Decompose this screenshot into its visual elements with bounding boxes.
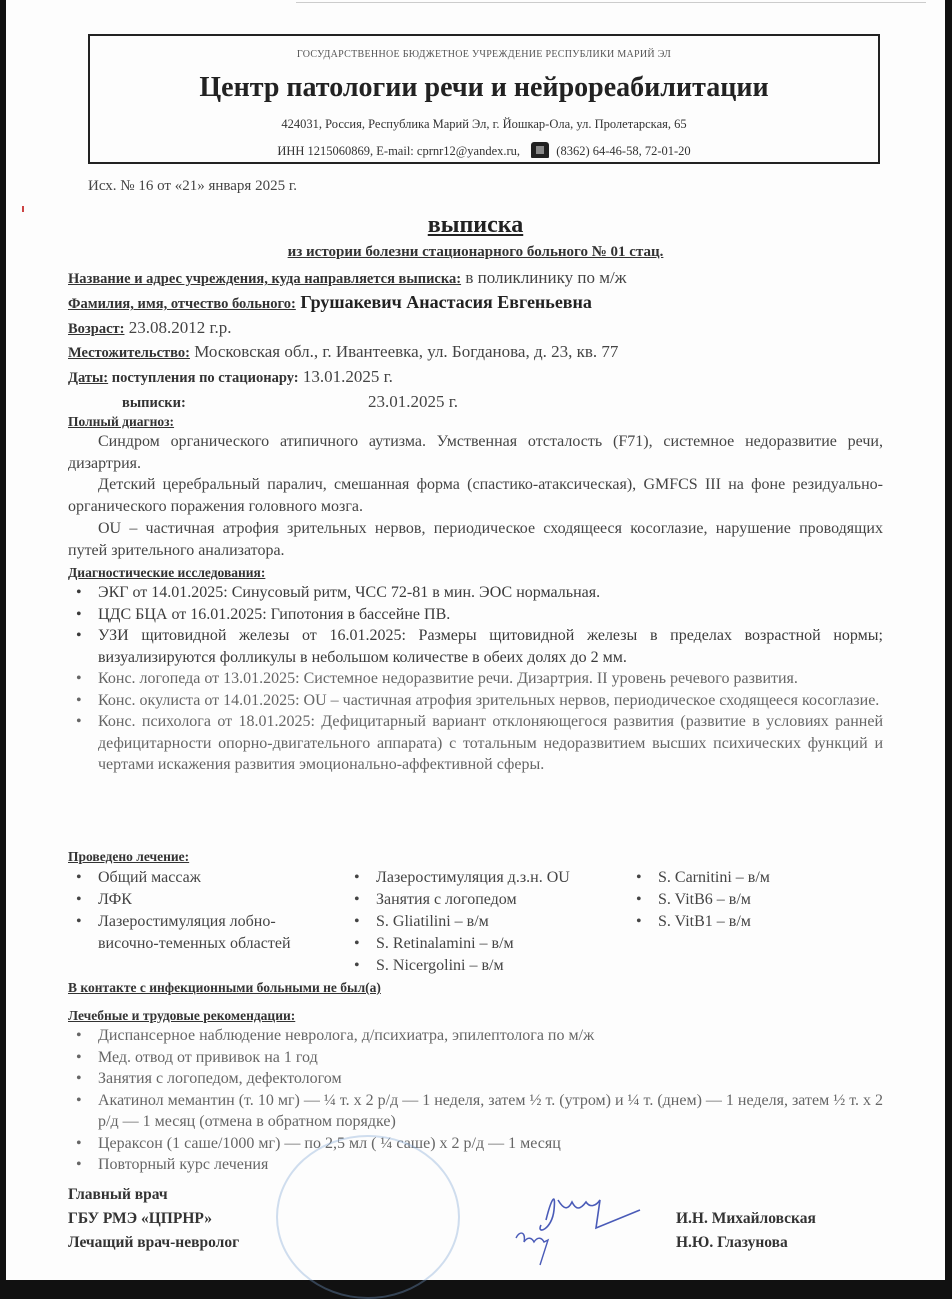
inn-email: ИНН 1215060869, E-mail: cprnr12@yandex.ru, bbox=[277, 144, 521, 158]
diagnosis-paragraph: Детский церебральный паралич, смешанная форма (спастико-атаксическая), GMFCS III на фоне резидуально-органического поражения головного мозга. bbox=[68, 476, 883, 515]
list-item: • УЗИ щитовидной железы от 16.01.2025: Размеры щитовидной железы в пределах возрастной нормы; визуализируются фолликулы в небольшом количестве в обеих долях до 2 мм. bbox=[68, 625, 883, 668]
recommendations-list bbox=[68, 1025, 883, 1176]
age-field bbox=[68, 318, 232, 338]
list-item: • Мед. отвод от прививок на 1 год bbox=[68, 1047, 883, 1069]
stamp-seal bbox=[276, 1135, 460, 1299]
list-item: • Общий массаж bbox=[68, 867, 338, 889]
contacts-line bbox=[90, 142, 878, 159]
list-item: • Лазеростимуляция д.з.н. OU bbox=[346, 867, 626, 889]
document-subtitle: из истории болезни стационарного больного № 01 стац. bbox=[287, 244, 664, 260]
attending-title: Лечащий врач-невролог bbox=[68, 1234, 240, 1251]
signatory-names bbox=[676, 1207, 816, 1255]
list-item: • S. VitB1 – в/м bbox=[628, 911, 868, 933]
treatment-heading: Проведено лечение: bbox=[68, 849, 190, 864]
list-item: • Лазеростимуляция лобно-височно-теменных областей bbox=[68, 911, 308, 955]
telephone-icon bbox=[531, 142, 549, 158]
dates-label: Даты: bbox=[68, 370, 109, 386]
diagnosis-paragraph: OU – частичная атрофия зрительных нервов, периодическое сходящееся косоглазие, нарушение проводящих путей зрительного анализатора. bbox=[68, 520, 883, 559]
treatment-column-2 bbox=[346, 867, 626, 977]
studies-list bbox=[68, 582, 883, 776]
age-value: 23.08.2012 г.р. bbox=[124, 318, 232, 337]
list-item: • Акатинол мемантин (т. 10 мг) — ¼ т. х 2 р/д — 1 неделя, затем ½ т. (утром) и ¼ т. (днем) — 1 неделя, затем ½ т. х 2 р/д — 1 месяц (отмена в обратном порядке) bbox=[68, 1090, 883, 1133]
recommendations-heading: Лечебные и трудовые рекомендации: bbox=[68, 1008, 296, 1023]
signatory-titles bbox=[68, 1183, 239, 1255]
contact-note: В контакте с инфекционными больными не был(а) bbox=[68, 980, 381, 995]
chief-title-2: ГБУ РМЭ «ЦПРНР» bbox=[68, 1210, 212, 1227]
top-divider bbox=[296, 2, 926, 3]
list-item: • Цераксон (1 саше/1000 мг) — по 2,5 мл ( ¼ саше) х 2 р/д — 1 месяц bbox=[68, 1133, 883, 1155]
admission-value: 13.01.2025 г. bbox=[298, 367, 393, 386]
gov-line: ГОСУДАРСТВЕННОЕ БЮДЖЕТНОЕ УЧРЕЖДЕНИЕ РЕСПУБЛИКИ МАРИЙ ЭЛ bbox=[296, 49, 672, 60]
list-item: • S. Carnitini – в/м bbox=[628, 867, 868, 889]
attending-name: Н.Ю. Глазунова bbox=[676, 1234, 788, 1251]
diagnosis-heading: Полный диагноз: bbox=[68, 414, 175, 429]
list-item: • ЭКГ от 14.01.2025: Синусовый ритм, ЧСС 72-81 в мин. ЭОС нормальная. bbox=[68, 582, 883, 604]
reference-number: Исх. № 16 от «21» января 2025 г. bbox=[88, 178, 298, 194]
discharge-label: выписки: bbox=[122, 395, 186, 411]
document-title: выписка bbox=[427, 212, 524, 238]
treatment-column-1 bbox=[68, 867, 338, 955]
age-label: Возраст: bbox=[68, 321, 125, 337]
destination-label: Название и адрес учреждения, куда направляется выписка: bbox=[68, 271, 462, 287]
phone-numbers: (8362) 64-46-58, 72-01-20 bbox=[556, 144, 691, 158]
chief-title-1: Главный врач bbox=[68, 1186, 168, 1203]
diagnosis-paragraph: Синдром органического атипичного аутизма. Умственная отсталость (F71), системное недоразвитие речи, дизартрия. bbox=[68, 433, 883, 472]
list-item: • Занятия с логопедом bbox=[346, 889, 626, 911]
admission-label: поступления по стационару: bbox=[108, 370, 299, 386]
list-item: • Диспансерное наблюдение невролога, д/психиатра, эпилептолога по м/ж bbox=[68, 1025, 883, 1047]
admission-field bbox=[68, 367, 393, 387]
destination-field bbox=[68, 268, 626, 288]
list-item: • S. Nicergolini – в/м bbox=[346, 955, 626, 977]
discharge-field bbox=[122, 392, 458, 412]
institution-name: Центр патологии речи и нейрореабилитации bbox=[199, 72, 769, 103]
destination-value: в поликлинику по м/ж bbox=[461, 268, 627, 287]
list-item: • ЛФК bbox=[68, 889, 338, 911]
document-page bbox=[6, 0, 945, 1280]
institution-address: 424031, Россия, Республика Марий Эл, г. Йошкар-Ола, ул. Пролетарская, 65 bbox=[281, 117, 687, 131]
list-item: • Конс. окулиста от 14.01.2025: OU – частичная атрофия зрительных нервов, периодическое сходящееся косоглазие. bbox=[68, 690, 883, 712]
residence-label: Местожительство: bbox=[68, 345, 190, 361]
list-item: • Конс. психолога от 18.01.2025: Дефицитарный вариант отклоняющегося развития (развитие в условиях ранней дефицитарности опорно-двигательного аппарата) с тотальным недоразвитием высших психических функций и чертами искажения развития эмоционально-аффективной сферы. bbox=[68, 711, 883, 776]
handwritten-signature bbox=[506, 1180, 656, 1270]
residence-value: Московская обл., г. Ивантеевка, ул. Богданова, д. 23, кв. 77 bbox=[189, 342, 619, 361]
residence-field bbox=[68, 342, 618, 362]
list-item: • Повторный курс лечения bbox=[68, 1154, 883, 1176]
treatment-column-3 bbox=[628, 867, 868, 933]
patient-name-label: Фамилия, имя, отчество больного: bbox=[68, 296, 296, 312]
patient-name-value: Грушакевич Анастасия Евгеньевна bbox=[295, 292, 592, 312]
list-item: • S. VitB6 – в/м bbox=[628, 889, 868, 911]
chief-name: И.Н. Михайловская bbox=[676, 1210, 816, 1227]
letterhead bbox=[88, 34, 880, 164]
list-item: • Занятия с логопедом, дефектологом bbox=[68, 1068, 883, 1090]
list-item: • Конс. логопеда от 13.01.2025: Системное недоразвитие речи. Дизартрия. II уровень речевого развития. bbox=[68, 668, 883, 690]
studies-heading: Диагностические исследования: bbox=[68, 565, 266, 580]
list-item: • ЦДС БЦА от 16.01.2025: Гипотония в бассейне ПВ. bbox=[68, 604, 883, 626]
list-item: • S. Gliatilini – в/м bbox=[346, 911, 626, 933]
list-item: • S. Retinalamini – в/м bbox=[346, 933, 626, 955]
discharge-value: 23.01.2025 г. bbox=[368, 392, 459, 411]
patient-name-field bbox=[68, 292, 592, 313]
